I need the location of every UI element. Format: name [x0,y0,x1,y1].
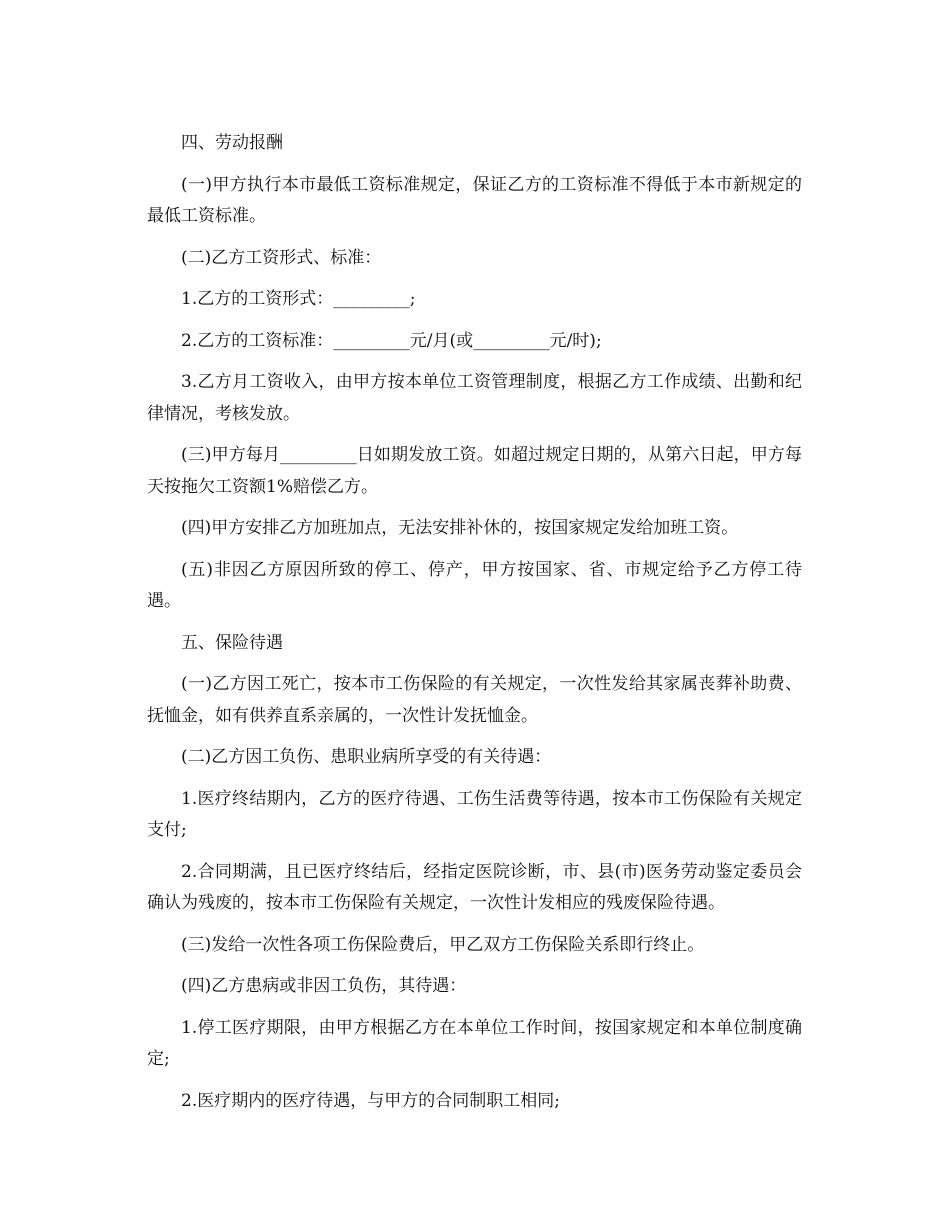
paragraph: 1.停工医疗期限，由甲方根据乙方在本单位工作时间，按国家规定和本单位制度确定; [147,1017,802,1069]
paragraph: (二)乙方因工负伤、患职业病所享受的有关待遇： [181,747,552,767]
section-heading-insurance: 五、保险待遇 [181,632,283,653]
paragraph: 2.合同期满，且已医疗终结后，经指定医院诊断，市、县(市)医务劳动鉴定委员会确认为残废的，按本市工伤保险有关规定，一次性计发相应的残废保险待遇。 [147,861,802,913]
paragraph: 2.乙方的工资标准：_________元/月(或_________元/时); [181,330,602,351]
paragraph: 1.乙方的工资形式：_________; [181,289,416,309]
paragraph: (五)非因乙方原因所致的停工、停产，甲方按国家、省、市规定给予乙方停工待遇。 [147,559,802,611]
paragraph: (四)乙方患病或非因工负伤，其待遇： [181,976,467,996]
paragraph: (三)发给一次性各项工伤保险费后，甲乙双方工伤保险关系即行终止。 [181,934,705,955]
paragraph: (二)乙方工资形式、标准： [181,247,382,268]
paragraph: (三)甲方每月_________日如期发放工资。如超过规定日期的，从第六日起，甲方每天按拖欠工资额1%赔偿乙方。 [147,445,802,497]
paragraph: (四)甲方安排乙方加班加点，无法安排补休的，按国家规定发给加班工资。 [181,518,739,538]
paragraph: 3.乙方月工资收入，由甲方按本单位工资管理制度，根据乙方工作成绩、出勤和纪律情况，考核发放。 [147,372,802,424]
paragraph: 2.医疗期内的医疗待遇，与甲方的合同制职工相同; [181,1090,560,1111]
paragraph: (一)乙方因工死亡，按本市工伤保险的有关规定，一次性发给其家属丧葬补助费、抚恤金，如有供养直系亲属的，一次性计发抚恤金。 [147,674,802,726]
paragraph: (一)甲方执行本市最低工资标准规定，保证乙方的工资标准不得低于本市新规定的最低工资标准。 [147,174,802,226]
section-heading-labor-pay: 四、劳动报酬 [181,133,283,153]
document-body [147,128,802,1127]
paragraph: 1.医疗终结期内，乙方的医疗待遇、工伤生活费等待遇，按本市工伤保险有关规定支付; [147,788,802,840]
